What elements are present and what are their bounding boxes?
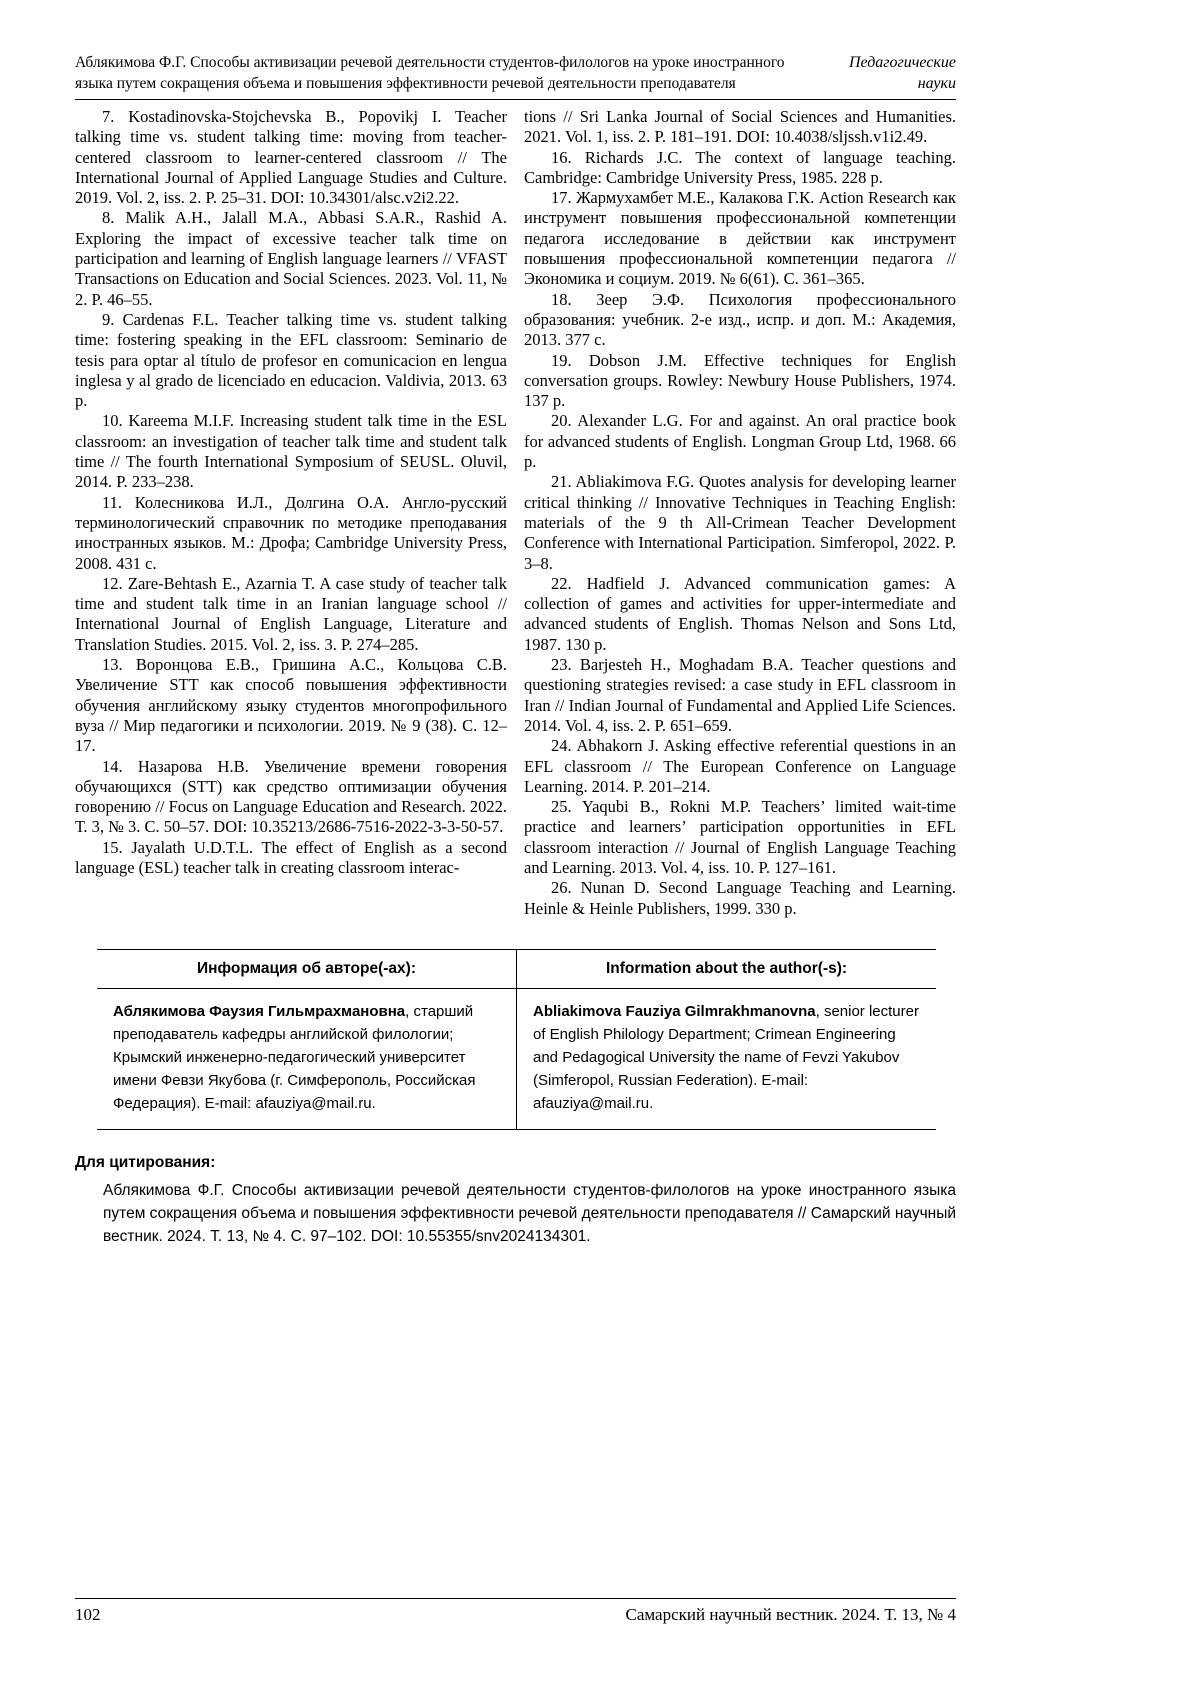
author-name-en: Abliakimova Fauziya Gilmrakhmanovna: [533, 1002, 816, 1020]
author-details-en: , senior lecturer of English Philology Department; Crimean Engineering and Pedagogical University the name of Fevzi Yakubov (Simferopol, Russian Federation). E-mail: afauziya@mail.ru.: [533, 1002, 919, 1112]
authors-table-header-row: [97, 949, 936, 988]
reference-item: 23. Barjesteh H., Moghadam B.A. Teacher questions and questioning strategies revised: a case study in EFL classroom in Iran // Indian Journal of Fundamental and Applied Life Sciences. 2014. Vol. 4, iss. 2. P. 651–659.: [524, 655, 956, 735]
reference-item: 20. Alexander L.G. For and against. An oral practice book for advanced students of English. Longman Group Ltd, 1968. 66 p.: [524, 411, 956, 472]
running-head-title-line2: языка путем сокращения объема и повышения эффективности речевой деятельности преподавателя: [75, 75, 736, 92]
reference-item: 24. Abhakorn J. Asking effective referential questions in an EFL classroom // The European Conference on Language Learning. 2014. P. 201–214.: [524, 736, 956, 796]
running-head-title: [75, 52, 785, 94]
reference-item: 19. Dobson J.M. Effective techniques for English conversation groups. Rowley: Newbury House Publishers, 1974. 137 p.: [524, 350, 956, 411]
references-column-right: [524, 107, 956, 919]
reference-item: 12. Zare-Behtash E., Azarnia T. A case study of teacher talk time and student talk time in an Iranian language school // International Journal of English Language, Literature and Translation Studies. 2015. Vol. 2, iss. 3. P. 274–285.: [75, 573, 507, 654]
running-head-section-line2: науки: [917, 75, 956, 92]
citation-label: Для цитирования:: [75, 1153, 216, 1171]
running-head: [75, 52, 956, 100]
author-name-ru: Аблякимова Фаузия Гильмрахмановна: [113, 1002, 406, 1020]
references-column-left: [75, 107, 507, 919]
reference-item: 18. Зеер Э.Ф. Психология профессионального образования: учебник. 2-е изд., испр. и доп. М.: Академия, 2013. 377 с.: [524, 289, 956, 350]
reference-item: 13. Воронцова Е.В., Гришина А.С., Кольцова С.В. Увеличение STT как способ повышения эффективности обучения английскому языку студентов многопрофильного вуза // Мир педагогики и психологии. 2019. № 9 (38). С. 12–17.: [75, 655, 507, 756]
author-details-ru: , старший преподаватель кафедры английской филологии; Крымский инженерно-педагогический университет имени Февзи Якубова (г. Симферополь, Российская Федерация). E-mail: afauziya@mail.ru.: [113, 1002, 476, 1112]
reference-item: 14. Назарова Н.В. Увеличение времени говорения обучающихся (STT) как средство оптимизации обучения говорению // Focus on Language Education and Research. 2022. Т. 3, № 3. С. 50–57. DOI: 10.35213/2686-7516-2022-3-3-50-57.: [75, 756, 507, 837]
author-info-en: [517, 988, 937, 1129]
page-content: [75, 52, 956, 1248]
citation-text: Аблякимова Ф.Г. Способы активизации речевой деятельности студентов-филологов на уроке иностранного языка путем сокращения объема и повышения эффективности речевой деятельности преподавателя // Самарский научный вестник. 2024. Т. 13, № 4. С. 97–102. DOI: 10.55355/snv2024134301.: [103, 1181, 957, 1245]
reference-item: tions // Sri Lanka Journal of Social Sciences and Humanities. 2021. Vol. 1, iss. 2. P. 181–191. DOI: 10.4038/sljssh.v1i2.49.: [524, 107, 956, 147]
running-head-title-line1: Аблякимова Ф.Г. Способы активизации речевой деятельности студентов-филологов на уроке иностранного: [75, 54, 785, 71]
authors-table-header-ru: Информация об авторе(-ах):: [97, 949, 517, 988]
reference-item: 17. Жармухамбет М.Е., Калакова Г.К. Action Research как инструмент повышения профессиональной компетенции педагога исследование в действии как инструмент повышения профессиональной компетенции педагога // Экономика и социум. 2019. № 6(61). С. 361–365.: [524, 188, 956, 289]
authors-table-header-en: Information about the author(-s):: [517, 949, 937, 988]
reference-item: 8. Malik A.H., Jalall M.A., Abbasi S.A.R., Rashid A. Exploring the impact of excessive teacher talk time on participation and learning of English language learners // VFAST Transactions on Education and Social Sciences. 2023. Vol. 11, № 2. P. 46–55.: [75, 208, 507, 309]
reference-item: 9. Cardenas F.L. Teacher talking time vs. student talking time: fostering speaking in the EFL classroom: Seminario de tesis para optar al título de profesor en comunicacion en lengua inglesa y al grado de licenciado en educacion. Valdivia, 2013. 63 p.: [75, 309, 507, 411]
reference-item: 25. Yaqubi B., Rokni M.P. Teachers’ limited wait-time practice and learners’ participation opportunities in EFL classroom interaction // Journal of English Language Teaching and Learning. 2013. Vol. 4, iss. 10. P. 127–161.: [524, 797, 956, 877]
citation-section: [75, 1154, 956, 1248]
page-footer: [75, 1598, 956, 1625]
authors-table: [97, 949, 936, 1130]
reference-item: 22. Hadfield J. Advanced communication games: A collection of games and activities for upper-intermediate and advanced students of English. Thomas Nelson and Sons Ltd, 1987. 130 p.: [524, 573, 956, 654]
reference-item: 10. Kareema M.I.F. Increasing student talk time in the ESL classroom: an investigation of teacher talk time and student talk time // The fourth International Symposium of SEUSL. Oluvil, 2014. P. 233–238.: [75, 411, 507, 492]
running-head-section: [849, 52, 956, 94]
author-info-ru: [97, 988, 517, 1129]
running-head-section-line1: Педагогические: [848, 54, 956, 71]
reference-item: 7. Kostadinovska-Stojchevska B., Popovikj I. Teacher talking time vs. student talking time: moving from teacher-centered classroom to learner-centered classroom // The International Journal of Applied Language Studies and Culture. 2019. Vol. 2, iss. 2. P. 25–31. DOI: 10.34301/alsc.v2i2.22.: [75, 107, 507, 208]
reference-item: 21. Abliakimova F.G. Quotes analysis for developing learner critical thinking // Innovative Techniques in Teaching English: materials of the 9 th All-Crimean Teacher Development Conference with International Participation. Simferopol, 2022. P. 3–8.: [524, 472, 956, 573]
references-block: [75, 107, 956, 919]
authors-table-body-row: [97, 988, 936, 1129]
reference-item: 26. Nunan D. Second Language Teaching and Learning. Heinle & Heinle Publishers, 1999. 330 p.: [524, 878, 956, 918]
reference-item: 11. Колесникова И.Л., Долгина О.А. Англо-русский терминологический справочник по методике преподавания иностранных языков. М.: Дрофа; Cambridge University Press, 2008. 431 с.: [75, 492, 507, 573]
journal-name: Самарский научный вестник. 2024. Т. 13, № 4: [625, 1605, 956, 1624]
reference-item: 16. Richards J.C. The context of language teaching. Cambridge: Cambridge University Press, 1985. 228 p.: [524, 147, 956, 187]
reference-item: 15. Jayalath U.D.T.L. The effect of English as a second language (ESL) teacher talk in creating classroom interac-: [75, 837, 507, 877]
page-number: 102: [75, 1605, 101, 1624]
